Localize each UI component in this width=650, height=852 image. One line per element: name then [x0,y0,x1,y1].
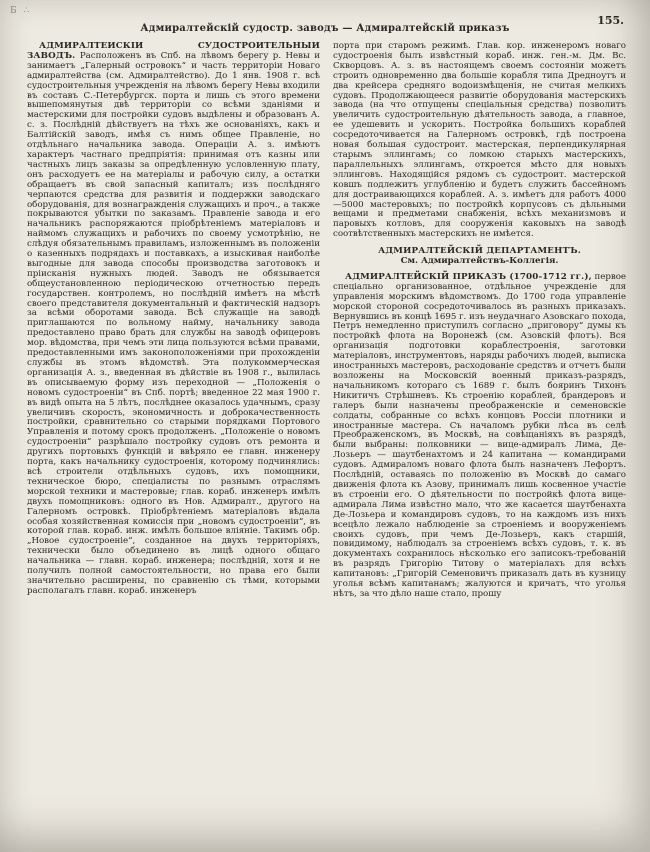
article-shipyard-title: АДМИРАЛТЕЙСКІЙ СУДОСТРОИТЕЛЬНЫЙ ЗАВОДЪ. [27,42,320,61]
corner-mark: Б ∴ [10,6,32,16]
article-prikaz [333,273,626,600]
left-column [27,42,320,838]
text-columns [0,38,650,838]
article-shipyard-continuation: порта при старомъ режимѣ. Глав. кор. инженеромъ новаго судостроенія былъ извѣстный кораб. инж. ген.-м. Дм. Вс. Скворцовъ. А. з. въ настоящемъ своемъ состояніи можетъ строить одновременно два большіе корабля типа Дредноутъ и два крейсера средняго водоизмѣщенія, не считая мелкихъ судовъ. Продолжающееся развитіе оборудованія мастерскихъ завода (на что отпущены спеціальныя средства) позволитъ увеличить судостроительную дѣятельность завода, а главное, ее удешевить и ускорить. Постройка большихъ кораблей сосредоточивается на Галерномъ островкѣ, гдѣ построена новая большая судостроит. мастерская, перпендикулярная старымъ эллингамъ; со ломкою старыхъ мастерскихъ, параллельныхъ эллингамъ, откроется мѣсто для новыхъ эллинговъ. Находящійся рядомъ съ судостроит. мастерской ковшъ подлежитъ углубленію и будетъ служить бассейномъ для достраивающихся кораблей. А. з. имѣетъ для работъ 4000—5000 мастеровыхъ; по постройкѣ корпусовъ съ дѣльными вещами и предметами снабженія, всѣхъ механизмовъ и паровыхъ котловъ, для сооруженія каковыхъ на заводѣ соотвѣтственныхъ мастерскихъ не имѣется. [333,42,626,240]
right-column [333,42,626,838]
article-shipyard [27,42,320,597]
article-shipyard-body-left: Расположенъ въ Спб. на лѣвомъ берегу р. Невы и занимаетъ „Галерный островокъ“ и часть территоріи Новаго адмиралтейства (см. Адмиралтейство). До 1 янв. 1908 г. всѣ судостроительныя учрежденія на лѣвомъ берегу Невы входили въ составъ С.-Петербургск. порта и лишь съ этого времени вышепомянутыя двѣ территоріи со всѣми зданіями и мастерскими для постройки судовъ выдѣлены и образованъ А. с. з. Послѣдній дѣйствуетъ на тѣхъ же основаніяхъ, какъ и Балтійскій заводъ, имѣя съ нимъ общее Правленіе, но отдѣльнаго начальника завода. Операціи А. з. имѣютъ характеръ частнаго предпріятія: принимая отъ казны или частныхъ лицъ заказы за опредѣленную условленную плату, онъ расходуетъ ее на матеріалы и рабочую силу, а остатки обращаетъ въ свой запасный капиталъ; изъ послѣдняго черпаются средства для развитія и поддержки заводскаго оборудованія, для вознагражденія служащихъ и проч., а также покрываются убытки по заказамъ. Правленіе завода и его начальникъ распоряжаются пріобрѣтеніемъ матеріаловъ и наймомъ служащихъ и рабочихъ по своему усмотрѣнію, не слѣдуя обязательнымъ правиламъ, изложеннымъ въ положеніи о казенныхъ подрядахъ и поставкахъ, а изыскивая наиболѣе выгодные для завода способы производства заготовокъ и пріисканія нужныхъ людей. Заводъ не обязывается общеустановленною періодическою отчетностью передъ государствен. контролемъ, но послѣдній имѣетъ на мѣстѣ своего представителя документальный и фактическій надзоръ за всѣми оборотами завода. Всѣ служащіе на заводѣ приглашаются по вольному найму, начальнику завода предоставлено право брать для службы на заводѣ офицеровъ мор. вѣдомства, при чемъ эти лица пользуются всѣми правами, предоставленными имъ законоположеніями при прохожденіи службы въ этомъ вѣдомствѣ. Эта полукоммерческая организація А. з., введенная въ дѣйствіе въ 1908 г., вылилась въ описываемую форму изъ переходной — „Положенія о новомъ судостроеніи“ въ Спб. портѣ; введенное 22 мая 1900 г. въ видѣ опыта на 5 лѣтъ, послѣднее оказалось удачнымъ, сразу увеличивъ скорость, экономичность и доброкачественность постройки, сравнительно со старыми порядками Портового Управленія и потому срокъ продолженъ. „Положеніе о новомъ судостроеніи“ разрѣшало постройку судовъ отъ ремонта и другихъ портовыхъ функцій и ввѣряло ее главн. инженеру порта, какъ начальнику судостроенія, которому подчинялись: всѣ строители отдѣльныхъ судовъ, ихъ помощники, техническое бюро, спеціалисты по разнымъ отраслямъ морской техники и мастеровые; глав. кораб. инженеръ имѣлъ двухъ помощниковъ: одного въ Нов. Адмиралт., другого на Галерномъ островкѣ. Пріобрѣтеніемъ матеріаловъ вѣдала особая хозяйственная комиссія при „новомъ судостроеніи“, въ которой глав. кораб. инж. имѣлъ большое вліяніе. Такимъ обр. „Новое судостроеніе“, созданное на двухъ территоріяхъ, технически было объединено въ лицѣ одного общаго начальника — главн. кораб. инженера; послѣдній, хотя и не получилъ полной самостоятельности, но права его были значительно расширены, по сравненію съ тѣми, которыми располагалъ главн. кораб. инженеръ [27,50,320,596]
article-department-reference: См. Адмиралтействъ-Коллегія. [400,256,559,267]
page-header [0,0,650,38]
page-number: 155. [597,14,624,27]
running-title: Адмиралтейскій судостр. заводъ — Адмиралтейскій приказъ [140,23,510,34]
article-prikaz-title: АДМИРАЛТЕЙСКІЙ ПРИКАЗЪ (1700-1712 гг.), [345,271,592,282]
article-department-title: АДМИРАЛТЕЙСКІЙ ДЕПАРТАМЕНТЪ. [378,246,581,257]
article-prikaz-body: первое спеціально организованное, отдѣльное учрежденіе для управленія морскимъ вѣдомствомъ. До 1700 года управленіе морской стороной сосредоточивалось въ разныхъ приказахъ. Вернувшись въ концѣ 1695 г. изъ неудачнаго Азовскаго похода, Петръ немедленно приступилъ согласно „приговору“ думы къ постройкѣ флота на Воронежѣ (см. Азовскій флотъ). Вся организація подготовки кораблестроенія, заготовки матеріаловъ, инструментовъ, наряды рабочихъ людей, выписка иностранныхъ мастеровъ, расходованіе средствъ и отчетъ были возложены на Московскій военный приказъ-разрядъ, начальникомъ котораго съ 1689 г. былъ бояринъ Тихонъ Никитичъ Стрѣшневъ. Къ строенію кораблей, брандеровъ и галеръ были назначены преображенскіе и семеновскіе солдаты, собранные со всѣхъ концовъ Россіи плотники и иностранные мастера. Съ началомъ рубки лѣса въ селѣ Преображенскомъ, въ Москвѣ, на совѣщаніяхъ въ разрядѣ, были выбраны: полковники — вице-адмиралъ Лима, Де-Лозьеръ — шаутбенахтомъ и 24 капитана — командирами судовъ. Адмираломъ новаго флота былъ назначенъ Лефортъ. Послѣдній, оставаясь по положенію въ Москвѣ до самаго движенія флота къ Азову, принималъ лишь косвенное участіе въ строеніи его. О дѣятельности по постройкѣ флота вице-адмирала Лима извѣстно мало, что же касается шаутбенахта Де-Лозьера и командировъ судовъ, то на каждомъ изъ нихъ всецѣло лежало наблюденіе за строеніемъ и вооруженіемъ своихъ судовъ, при чемъ Де-Лозьеръ, какъ старшій, повидимому, наблюдалъ за строеніемъ всѣхъ судовъ, т. к. въ документахъ сохранилось нѣсколько его записокъ-требованій въ разрядъ Григорію Титову о матеріалахъ для всѣхъ капитановъ: „Григорій Семеновичъ приказалъ дать въ кузницу уголья всѣмъ капитанамъ; жалуются и кричатъ, что уголья нѣтъ, за что дѣло наше стало, прошу [333,271,626,599]
